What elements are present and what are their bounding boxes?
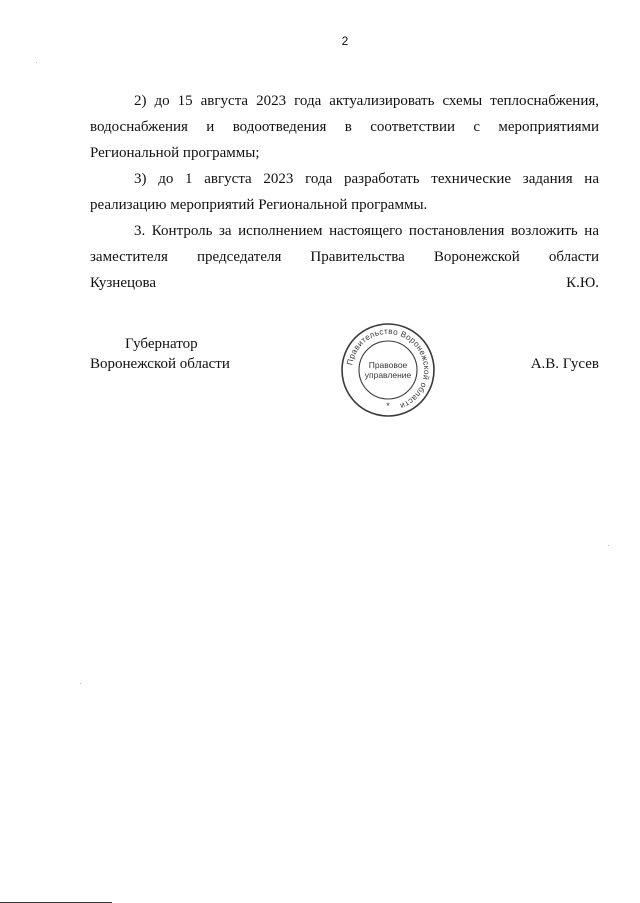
scan-speck — [80, 683, 81, 684]
document-body — [90, 88, 599, 296]
stamp-inner-line2: управление — [364, 370, 412, 380]
official-stamp — [338, 320, 438, 420]
paragraph-control-tail: Кузнецова К.Ю. — [90, 275, 599, 291]
paragraph-item-2: 2) до 15 августа 2023 года актуализировать схемы теплоснабжения, водоснабжения и водоотведения в соответствии с мероприятиями Региональной программы; — [90, 93, 599, 161]
paragraph-control — [90, 218, 599, 296]
stamp-ring-text: Правительство Воронежской области — [345, 326, 432, 411]
stamp-star: * — [386, 401, 390, 411]
signatory-name: А.В. Гусев — [530, 356, 599, 372]
stamp-seal-icon — [338, 320, 438, 420]
scan-speck — [36, 62, 37, 63]
paragraph-item-3: 3) до 1 августа 2023 года разработать технические задания на реализацию мероприятий Региональной программы. — [90, 171, 599, 213]
stamp-inner-line1: Правовое — [368, 360, 408, 370]
signatory-region: Воронежской области — [90, 356, 230, 372]
page-number: 2 — [341, 34, 349, 48]
signatory-title: Губернатор — [125, 336, 198, 352]
signatory-position — [90, 334, 230, 374]
scan-speck — [608, 545, 609, 546]
paragraph-control-text: 3. Контроль за исполнением настоящего постановления возложить на заместителя председателя Правительства Воронежской области — [90, 223, 599, 265]
